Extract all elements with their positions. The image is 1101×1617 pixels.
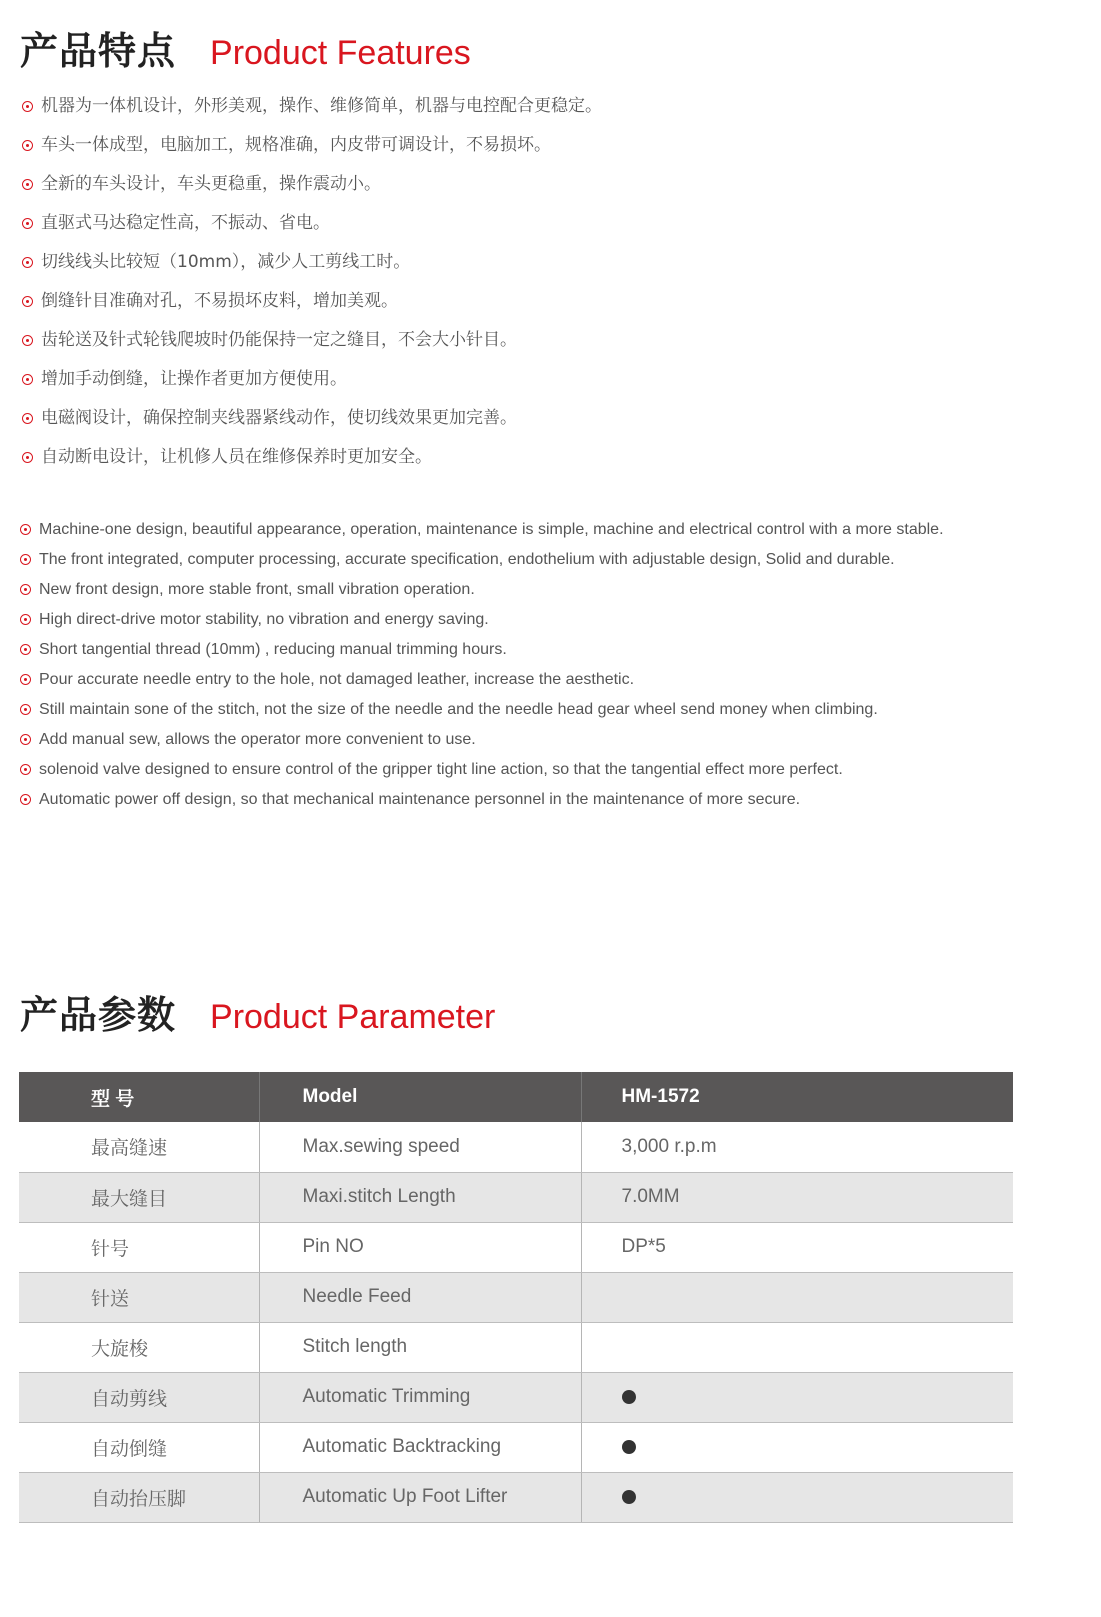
table-row — [19, 1122, 1013, 1172]
filled-dot-icon — [622, 1490, 636, 1504]
feature-cn-item — [22, 168, 1022, 207]
param-name-en: Needle Feed — [259, 1272, 581, 1322]
feature-cn-item — [22, 441, 1022, 480]
feature-en-text: High direct-drive motor stability, no vibration and energy saving. — [39, 611, 489, 628]
feature-cn-item — [22, 324, 1022, 363]
param-value — [581, 1322, 1013, 1372]
param-name-en: Automatic Trimming — [259, 1372, 581, 1422]
param-name-cn: 针号 — [19, 1222, 259, 1272]
feature-cn-item — [22, 129, 1022, 168]
param-name-cn: 自动抬压脚 — [19, 1472, 259, 1522]
feature-cn-text: 机器为一体机设计，外形美观，操作、维修简单，机器与电控配合更稳定。 — [41, 96, 602, 116]
filled-dot-icon — [622, 1390, 636, 1404]
circle-bullet-icon — [20, 554, 31, 565]
feature-cn-item — [22, 402, 1022, 441]
feature-cn-text: 切线线头比较短（10mm），减少人工剪线工时。 — [41, 252, 411, 272]
header-model-value: HM-1572 — [581, 1072, 1013, 1122]
feature-en-item — [20, 575, 1015, 605]
param-value — [581, 1422, 1013, 1472]
parameters-table — [19, 1072, 1013, 1523]
circle-bullet-icon — [22, 179, 33, 190]
feature-en-item — [20, 605, 1015, 635]
circle-bullet-icon — [20, 644, 31, 655]
param-name-cn: 自动倒缝 — [19, 1422, 259, 1472]
circle-bullet-icon — [20, 764, 31, 775]
param-name-en: Stitch length — [259, 1322, 581, 1372]
feature-en-item — [20, 545, 1015, 575]
table-row — [19, 1422, 1013, 1472]
parameters-title-en: Product Parameter — [210, 998, 496, 1036]
feature-en-text: solenoid valve designed to ensure control of the gripper tight line action, so that the tangential effect more perfect. — [39, 761, 843, 778]
table-row — [19, 1172, 1013, 1222]
feature-en-text: Still maintain sone of the stitch, not the size of the needle and the needle head gear wheel send money when climbing. — [39, 701, 878, 718]
features-heading — [20, 20, 471, 75]
feature-cn-text: 直驱式马达稳定性高，不振动、省电。 — [41, 213, 330, 233]
circle-bullet-icon — [22, 257, 33, 268]
parameters-heading — [20, 984, 495, 1039]
feature-en-text: The front integrated, computer processing, accurate specification, endothelium with adjustable design, Solid and durable. — [39, 551, 895, 568]
feature-en-text: Add manual sew, allows the operator more convenient to use. — [39, 731, 476, 748]
feature-cn-text: 齿轮送及针式轮钱爬坡时仍能保持一定之缝目，不会大小针目。 — [41, 330, 517, 350]
features-title-en: Product Features — [210, 34, 471, 72]
feature-en-item — [20, 665, 1015, 695]
features-title-cn: 产品特点 — [20, 29, 177, 73]
param-name-en: Maxi.stitch Length — [259, 1172, 581, 1222]
param-value — [581, 1372, 1013, 1422]
circle-bullet-icon — [20, 614, 31, 625]
circle-bullet-icon — [20, 794, 31, 805]
circle-bullet-icon — [22, 335, 33, 346]
feature-cn-text: 增加手动倒缝，让操作者更加方便使用。 — [41, 369, 347, 389]
param-name-en: Max.sewing speed — [259, 1122, 581, 1172]
features-cn-list — [22, 90, 1022, 480]
circle-bullet-icon — [20, 704, 31, 715]
circle-bullet-icon — [22, 374, 33, 385]
param-name-cn: 最高缝速 — [19, 1122, 259, 1172]
feature-cn-text: 全新的车头设计，车头更稳重，操作震动小。 — [41, 174, 381, 194]
feature-cn-text: 自动断电设计，让机修人员在维修保养时更加安全。 — [41, 447, 432, 467]
circle-bullet-icon — [22, 140, 33, 151]
table-row — [19, 1322, 1013, 1372]
circle-bullet-icon — [20, 524, 31, 535]
feature-cn-text: 电磁阀设计，确保控制夹线器紧线动作，使切线效果更加完善。 — [41, 408, 517, 428]
circle-bullet-icon — [20, 584, 31, 595]
table-row — [19, 1222, 1013, 1272]
circle-bullet-icon — [22, 413, 33, 424]
table-header-row — [19, 1072, 1013, 1122]
circle-bullet-icon — [20, 734, 31, 745]
feature-en-text: Pour accurate needle entry to the hole, not damaged leather, increase the aesthetic. — [39, 671, 635, 688]
feature-en-text: New front design, more stable front, small vibration operation. — [39, 581, 475, 598]
param-name-cn: 大旋梭 — [19, 1322, 259, 1372]
feature-cn-text: 倒缝针目准确对孔，不易损坏皮料，增加美观。 — [41, 291, 398, 311]
feature-en-item — [20, 785, 1015, 815]
feature-cn-item — [22, 90, 1022, 129]
feature-en-item — [20, 695, 1015, 725]
circle-bullet-icon — [22, 452, 33, 463]
param-name-cn: 针送 — [19, 1272, 259, 1322]
feature-en-item — [20, 725, 1015, 755]
circle-bullet-icon — [22, 218, 33, 229]
header-model-cn: 型 号 — [19, 1072, 259, 1122]
param-name-cn: 自动剪线 — [19, 1372, 259, 1422]
circle-bullet-icon — [20, 674, 31, 685]
param-value — [581, 1472, 1013, 1522]
feature-cn-item — [22, 285, 1022, 324]
feature-cn-item — [22, 246, 1022, 285]
filled-dot-icon — [622, 1440, 636, 1454]
feature-cn-item — [22, 207, 1022, 246]
param-name-en: Automatic Backtracking — [259, 1422, 581, 1472]
circle-bullet-icon — [22, 296, 33, 307]
circle-bullet-icon — [22, 101, 33, 112]
param-value: 3,000 r.p.m — [581, 1122, 1013, 1172]
table-row — [19, 1272, 1013, 1322]
feature-cn-text: 车头一体成型，电脑加工，规格准确，内皮带可调设计，不易损坏。 — [41, 135, 551, 155]
param-name-en: Pin NO — [259, 1222, 581, 1272]
feature-en-text: Short tangential thread (10mm) , reducing manual trimming hours. — [39, 641, 507, 658]
param-value — [581, 1272, 1013, 1322]
param-name-cn: 最大缝目 — [19, 1172, 259, 1222]
table-row — [19, 1372, 1013, 1422]
param-name-en: Automatic Up Foot Lifter — [259, 1472, 581, 1522]
parameters-title-cn: 产品参数 — [20, 993, 177, 1037]
table-row — [19, 1472, 1013, 1522]
feature-en-text: Machine-one design, beautiful appearance, operation, maintenance is simple, machine and electrical control with a more stable. — [39, 521, 944, 538]
feature-en-item — [20, 755, 1015, 785]
feature-en-item — [20, 635, 1015, 665]
feature-en-text: Automatic power off design, so that mechanical maintenance personnel in the maintenance of more secure. — [39, 791, 801, 808]
param-value: DP*5 — [581, 1222, 1013, 1272]
param-value: 7.0MM — [581, 1172, 1013, 1222]
feature-en-item — [20, 515, 1015, 545]
header-model-en: Model — [259, 1072, 581, 1122]
feature-cn-item — [22, 363, 1022, 402]
features-en-list — [20, 515, 1015, 815]
